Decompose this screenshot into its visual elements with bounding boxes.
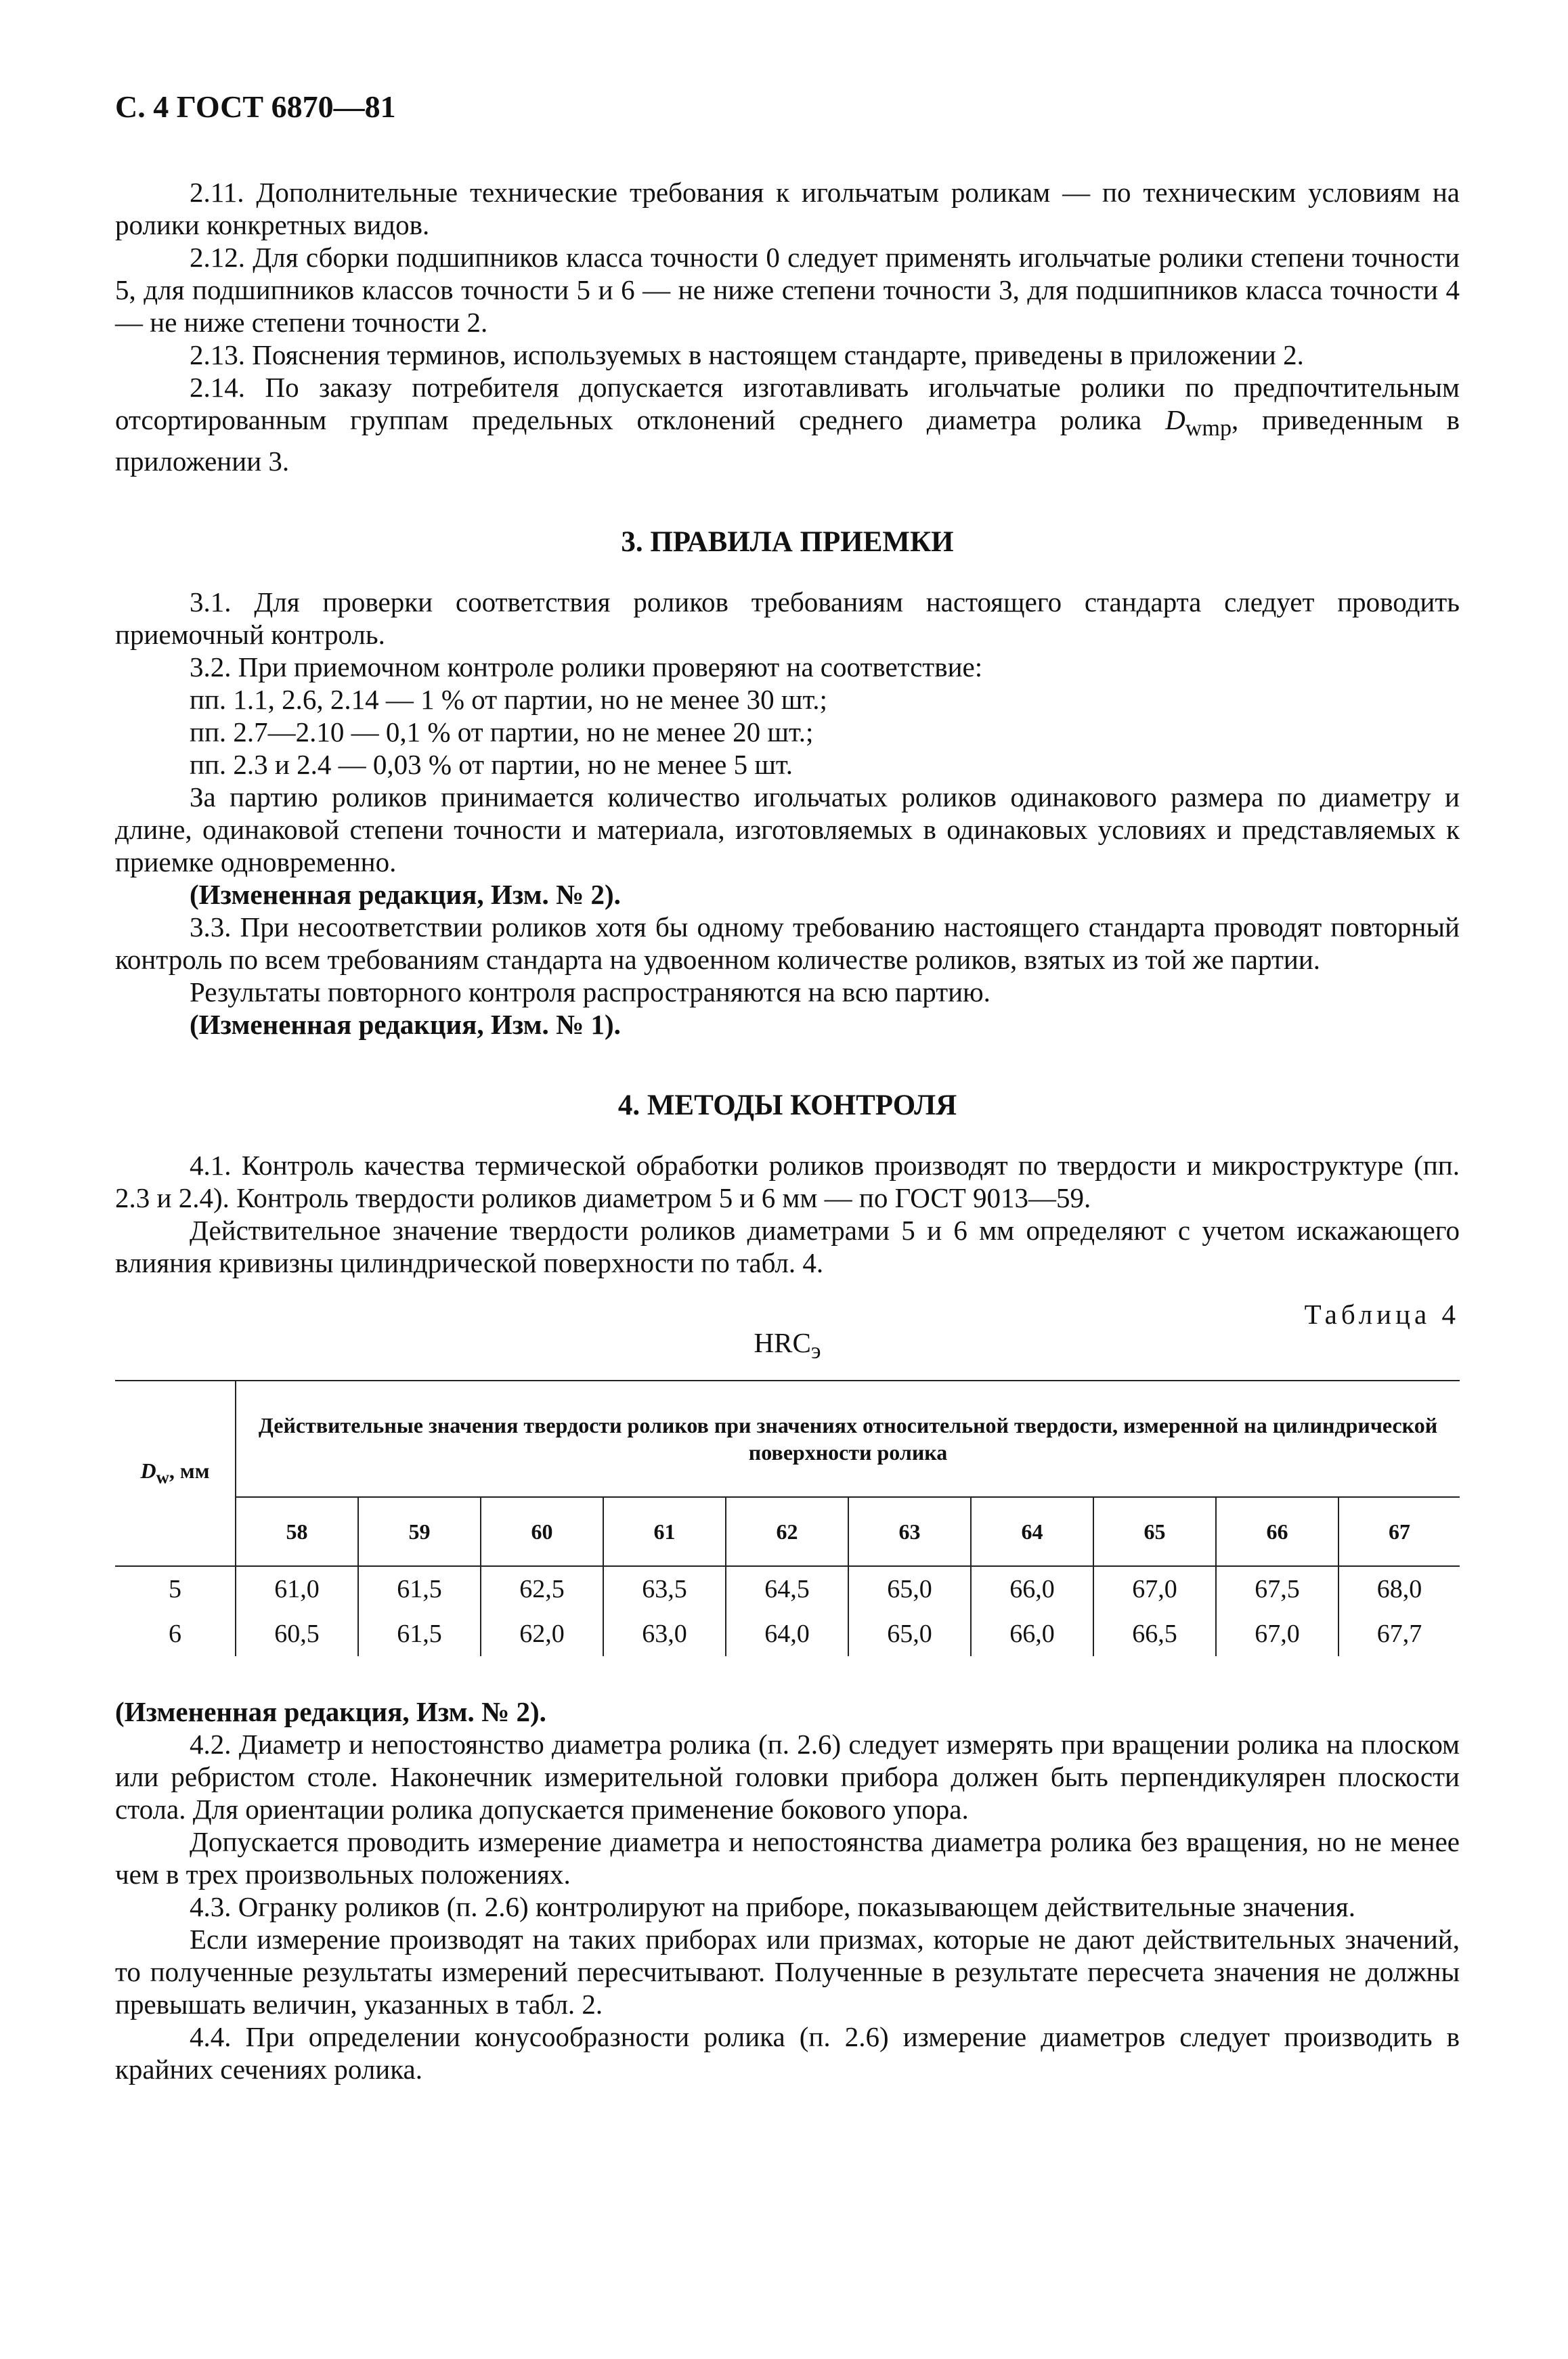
table-header-row	[115, 1381, 1460, 1497]
table-cell: 65,0	[848, 1611, 971, 1656]
paragraph-2-14	[115, 371, 1460, 477]
column-header: 66	[1216, 1497, 1338, 1566]
table-cell: 61,0	[236, 1566, 358, 1611]
list-item: пп. 1.1, 2.6, 2.14 — 1 % от партии, но не менее 30 шт.;	[190, 684, 827, 716]
symbol-subscript: wmp	[1185, 416, 1232, 441]
table-cell-dw: 5	[115, 1566, 236, 1611]
table-row	[115, 1566, 1460, 1611]
table-cell: 60,5	[274, 1620, 320, 1649]
table-cell: 63,5	[603, 1566, 726, 1611]
table-cell: 62,5	[481, 1566, 603, 1611]
table-cell: 64,5	[726, 1566, 848, 1611]
column-header-unit: , мм	[169, 1458, 210, 1483]
paragraph-4-2: 4.2. Диаметр и непостоянство диаметра ролика (п. 2.6) следует измерять при вращении ролика на плоском или ребристом столе. Наконечник измерительной головки прибора должен быть перпендикулярен плоскости стола. Для ориентации ролика допускается применение бокового упора.	[115, 1729, 1460, 1825]
table-cell: 67,0	[1216, 1611, 1338, 1656]
table-cell: 63,0	[603, 1611, 726, 1656]
paragraph-2-11: 2.11. Дополнительные технические требования к игольчатым роликам — по техническим условиям на ролики конкретных видов.	[115, 177, 1460, 240]
column-header-subscript: w	[156, 1467, 169, 1488]
table-body	[115, 1566, 1460, 1656]
table-cell: 65,0	[848, 1566, 971, 1611]
table-subheader-row	[115, 1497, 1460, 1566]
symbol-d: D	[1165, 404, 1185, 435]
column-header-dw	[115, 1381, 236, 1566]
column-header: 61	[603, 1497, 726, 1566]
column-header: 58	[236, 1497, 358, 1566]
paragraph-2-13: 2.13. Пояснения терминов, используемых в настоящем стандарте, приведены в приложении 2.	[190, 339, 1304, 370]
table-unit-main: HRC	[754, 1327, 811, 1359]
column-header-symbol: D	[140, 1458, 156, 1483]
table-cell: 68,0	[1338, 1566, 1460, 1611]
paragraph-4-1b: Действительное значение твердости роликов диаметрами 5 и 6 мм определяют с учетом искажающего влияния кривизны цилиндрической поверхности по табл. 4.	[115, 1215, 1460, 1279]
paragraph-2-14-tail: , приведенным в приложении 3.	[115, 404, 1460, 477]
table-cell: 66,0	[971, 1611, 1093, 1656]
after-table-block	[115, 1695, 1460, 2085]
hardness-table	[115, 1380, 1460, 1656]
table-caption: Таблица 4	[1304, 1299, 1460, 1330]
section-3-title: 3. ПРАВИЛА ПРИЕМКИ	[621, 526, 954, 559]
revision-note: (Измененная редакция, Изм. № 2).	[190, 879, 621, 911]
paragraph-4-3b: Если измерение производят на таких приборах или призмах, которые не дают действительных значений, то полученные результаты измерений пересчитывают. Полученные в результате пересчета значения не должны превышать величин, указанных в табл. 2.	[115, 1924, 1460, 2020]
list-item: пп. 2.3 и 2.4 — 0,03 % от партии, но не менее 5 шт.	[190, 749, 793, 781]
group-header: Действительные значения твердости роликов при значениях относительной твердости, измеренной на цилиндрической поверхности ролика	[236, 1381, 1460, 1497]
paragraph-4-4: 4.4. При определении конусообразности ролика (п. 2.6) измерение диаметров следует производить в крайних сечениях ролика.	[115, 2021, 1460, 2085]
table-cell: 64,0	[726, 1611, 848, 1656]
paragraph-3-2: 3.2. При приемочном контроле ролики проверяют на соответствие:	[190, 651, 983, 683]
paragraph-3-1: 3.1. Для проверки соответствия роликов требованиям настоящего стандарта следует проводить приемочный контроль.	[115, 586, 1460, 651]
column-header: 63	[848, 1497, 971, 1566]
paragraph-lot: За партию роликов принимается количество игольчатых роликов одинакового размера по диаметру и длине, одинаковой степени точности и материала, изготовляемых в одинаковых условиях и представляемых к приемке одновременно.	[115, 781, 1460, 878]
revision-note: (Измененная редакция, Изм. № 2).	[115, 1696, 546, 1728]
paragraph-4-3: 4.3. Огранку роликов (п. 2.6) контролируют на приборе, показывающем действительные значения.	[190, 1891, 1355, 1923]
revision-note: (Измененная редакция, Изм. № 1).	[190, 1009, 621, 1041]
section-4-title: 4. МЕТОДЫ КОНТРОЛЯ	[617, 1089, 957, 1122]
table-cell: 61,5	[358, 1566, 481, 1611]
table-row	[115, 1611, 1460, 1656]
paragraph-4-2b: Допускается проводить измерение диаметра и непостоянства диаметра ролика без вращения, но не менее чем в трех произвольных положениях.	[115, 1826, 1460, 1890]
column-header: 59	[358, 1497, 481, 1566]
paragraph-4-1: 4.1. Контроль качества термической обработки роликов производят по твердости и микроструктуре (пп. 2.3 и 2.4). Контроль твердости роликов диаметром 5 и 6 мм — по ГОСТ 9013—59.	[115, 1150, 1460, 1214]
list-item: пп. 2.7—2.10 — 0,1 % от партии, но не менее 20 шт.;	[190, 716, 814, 748]
table-cell: 61,5	[358, 1611, 481, 1656]
table-cell: 62,0	[481, 1611, 603, 1656]
table-cell: 67,0	[1093, 1566, 1216, 1611]
column-header: 60	[481, 1497, 603, 1566]
column-header: 62	[726, 1497, 848, 1566]
column-header: 65	[1093, 1497, 1216, 1566]
table-cell-dw: 6	[115, 1611, 236, 1656]
column-header: 64	[971, 1497, 1093, 1566]
table-cell: 67,7	[1338, 1611, 1460, 1656]
paragraph-2-12: 2.12. Для сборки подшипников класса точности 0 следует применять игольчатые ролики степени точности 5, для подшипников классов точности 5 и 6 — не ниже степени точности 3, для подшипников класса точности 4 — не ниже степени точности 2.	[115, 242, 1460, 338]
table-cell: 66,0	[971, 1566, 1093, 1611]
paragraph-results: Результаты повторного контроля распространяются на всю партию.	[190, 976, 990, 1008]
table-unit-sub: э	[810, 1339, 821, 1364]
table-unit	[115, 1326, 1460, 1368]
paragraph-2-14-text: 2.14. По заказу потребителя допускается изготавливать игольчатые ролики по предпочтительным отсортированным группам предельных отклонений среднего диаметра ролика	[115, 372, 1460, 435]
paragraph-3-3: 3.3. При несоответствии роликов хотя бы одному требованию настоящего стандарта проводят повторный контроль по всем требованиям стандарта на удвоенном количестве роликов, взятых из той же партии.	[115, 911, 1460, 976]
page-header: С. 4 ГОСТ 6870—81	[115, 89, 396, 124]
table-cell: 66,5	[1093, 1611, 1216, 1656]
column-header: 67	[1338, 1497, 1460, 1566]
table-cell: 67,5	[1216, 1566, 1338, 1611]
